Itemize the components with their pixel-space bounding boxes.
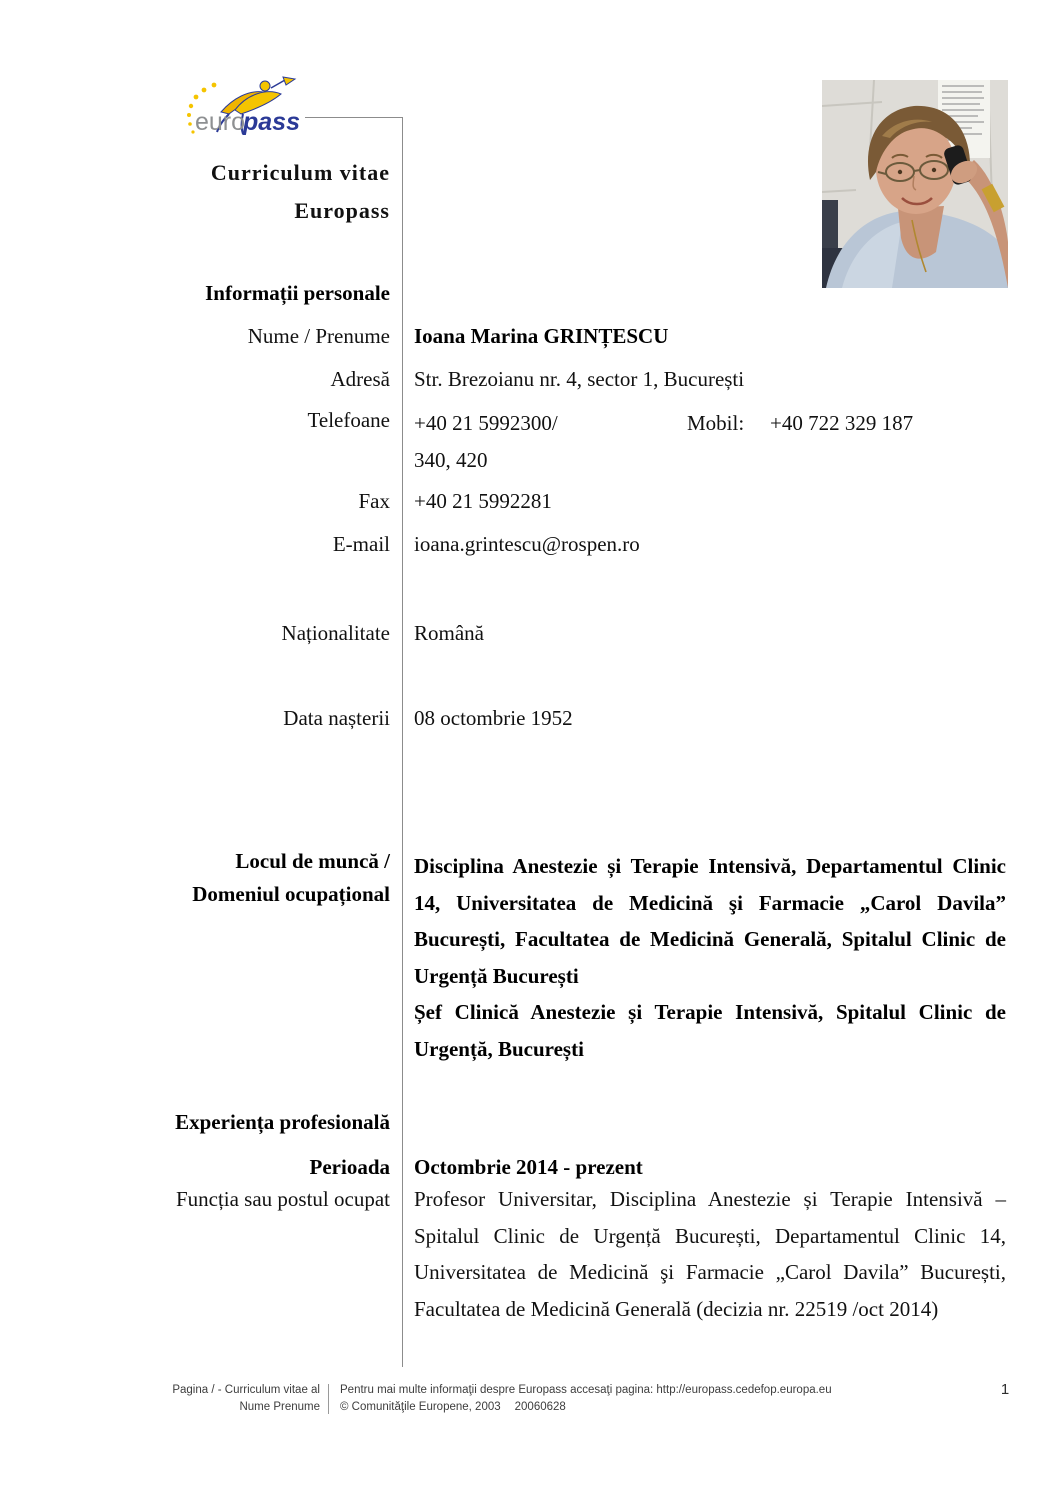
- mobile-label: Mobil:: [687, 411, 745, 435]
- nationality-value: Română: [414, 621, 484, 645]
- profile-photo-graphic: [822, 80, 1008, 288]
- mobile-number: +40 722 329 187: [770, 411, 914, 435]
- period-value: Octombrie 2014 - prezent: [414, 1155, 643, 1179]
- phone-number-main: +40 21 5992300/: [414, 411, 558, 435]
- workplace-label-line2: Domeniul ocupațional: [192, 882, 390, 906]
- horizontal-rule: [305, 117, 402, 118]
- phones-value: [414, 405, 1006, 479]
- position-label: Funcția sau postul ocupat: [175, 1187, 390, 1211]
- europass-logo: [183, 76, 313, 140]
- workplace-paragraph-2: Șef Clinică Anestezie și Terapie Intensivă, Spitalul Clinic de Urgență, București: [414, 1000, 1006, 1061]
- document-title-line1: Curriculum vitae: [210, 160, 390, 185]
- fax-label: Fax: [358, 489, 390, 513]
- footer-page-caption-line2: Nume Prenume: [239, 1400, 320, 1413]
- footer-left-block: [0, 1382, 320, 1415]
- name-value: Ioana Marina GRINȚESCU: [414, 324, 669, 348]
- nationality-label: Naționalitate: [281, 621, 390, 645]
- footer-copyright: © Comunităţile Europene, 2003: [340, 1400, 501, 1413]
- birthdate-label: Data nașterii: [283, 706, 390, 730]
- workplace-label-line1: Locul de muncă /: [235, 849, 390, 873]
- period-label: Perioada: [309, 1155, 390, 1179]
- birthdate-value: 08 octombrie 1952: [414, 706, 573, 730]
- footer-right-block: [340, 1382, 960, 1415]
- document-title-line2: Europass: [294, 198, 390, 223]
- workplace-value: [414, 848, 1006, 1068]
- position-value: Profesor Universitar, Disciplina Anestezie și Terapie Intensivă – Spitalul Clinic de Urgență București, Departamentul Clinic 14, Universitatea de Medicină şi Farmacie „Carol Davila” București, Facultatea de Medicină Generală (decizia nr. 22519 /oct 2014): [414, 1187, 1006, 1321]
- address-value: Str. Brezoianu nr. 4, sector 1, București: [414, 367, 745, 391]
- europass-logo-graphic: [183, 76, 313, 140]
- phones-label: Telefoane: [307, 408, 390, 432]
- footer-divider-line: [328, 1384, 329, 1414]
- page-number: 1: [1000, 1381, 1010, 1398]
- logo-text-pass: pass: [243, 108, 300, 136]
- section-heading-experience: Experiența profesională: [175, 1110, 390, 1134]
- name-label: Nume / Prenume: [247, 324, 390, 348]
- section-heading-personal: Informații personale: [205, 281, 390, 305]
- phone-extensions: 340, 420: [414, 448, 488, 472]
- fax-value: +40 21 5992281: [414, 489, 552, 513]
- logo-text-euro: euro: [195, 108, 246, 136]
- column-divider-line: [402, 117, 403, 1367]
- footer-copyright-line: [340, 1399, 960, 1416]
- workplace-label: [0, 845, 390, 911]
- workplace-paragraph-1: Disciplina Anestezie și Terapie Intensivă, Departamentul Clinic 14, Universitatea de Medicină şi Farmacie „Carol Davila” București, Facultatea de Medicină Generală, Spitalul Clinic de Urgență București: [414, 854, 1006, 988]
- profile-photo: [822, 80, 1008, 288]
- address-label: Adresă: [330, 367, 390, 391]
- email-label: E-mail: [332, 532, 390, 556]
- footer-info-line: Pentru mai multe informaţii despre Europass accesaţi pagina: http://europass.cedefop.europa.eu: [340, 1384, 832, 1396]
- footer-version-code: 20060628: [514, 1400, 566, 1413]
- footer-page-caption-line1: Pagina / - Curriculum vitae al: [172, 1384, 320, 1396]
- email-value: ioana.grintescu@rospen.ro: [414, 532, 640, 556]
